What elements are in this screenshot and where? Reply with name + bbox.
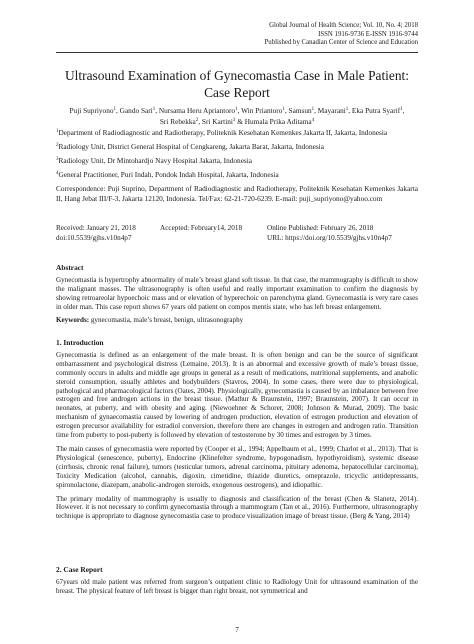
abstract-section: [56, 264, 418, 324]
introduction-paragraph-1: Gynecomastia is defined as an enlargement of the male breast. It is often benign and can be the source of significant embarrassment and psychological distress (Lemaine, 2013). It is an abnormal and excessive growth of male’s breast tissue, commonly occurs in adults and middle age groups in general as a result of medications, nutritional supplements, and anabolic steroid consumption, usually athletes and bodybuilders (Stavros, 2004). In some cases, there were due to physiological, pathological and pharmacological factors (Oates, 2004). Physiologically, gynecomastia is caused by an imbalance between free estrogen and free androgen actions in the breast tissue. (Mathur & Braunstein, 1997; Braunstein, 2007). It can occur in neonates, at puberty, and with obesity and aging. (Niewoehner & Schorer, 2008; Johnson & Murad, 2009). The basic mechanism of gynaecomastia caused by lowering of androgen production, elevation of estrogen production and elevation of estrogen precursor availability for estradiol conversion, therefore there are changes in estrogen and androgen ratio. Transition time from puberty to post-puberty is followed by elevation of testosterone by 30 times and estrogen by 3 times.: [56, 350, 418, 440]
author-name: Sri Kartini: [201, 116, 233, 126]
author-affiliation-marker: 4: [311, 117, 315, 123]
affiliation-marker: 1: [56, 129, 59, 134]
author-name: Humala Prika Aditama: [244, 116, 312, 126]
affiliation-text: Department of Radiodiagnostic and Radiotherapy, Politeknik Kesehatan Kemenkes Jakarta II, Jakarta, Indonesia: [58, 128, 388, 137]
author-affiliation-marker: 1: [113, 107, 117, 112]
keywords-text: gynecomastia, male’s breast, benign, ultrasonography: [89, 315, 244, 324]
keywords: [56, 316, 418, 325]
journal-issn: ISSN 1916-9736 E-ISSN 1916-9744: [318, 30, 418, 38]
case-report-section: [56, 566, 418, 596]
header-divider: [56, 52, 418, 53]
author-name: Mayarani: [317, 106, 346, 115]
doi: doi:10.5539/gjhs.v10n4p7: [56, 234, 132, 243]
author-affiliation-marker: 1: [400, 107, 403, 112]
journal-citation: Global Journal of Health Science; Vol. 10, No. 4; 2018: [269, 22, 418, 29]
author-affiliation-marker: 1: [345, 107, 349, 112]
affiliation-marker: 2: [56, 143, 59, 148]
author-affiliation-marker: 1: [235, 107, 238, 112]
journal-publisher: Published by Canadian Center of Science and Education: [264, 39, 418, 47]
article-dates: [56, 223, 418, 244]
author-list: Puji Supriyono$^1$, Gando Sari$^1$, Nursama Heru Apriantoro$^1$, Win Priantoro$^1$, Samsun$^1$, Mayarani$^1$, Eka Putra Syarif$^1$, Sri Rebekka$^2$, Sri Kartini$^3$ & Humala Prika Aditama$^4$: [69, 106, 405, 126]
author-affiliation-marker: 3: [232, 117, 236, 123]
journal-header: [265, 22, 418, 48]
published-date: Online Published: February 26, 2018: [267, 224, 374, 232]
author-affiliation-marker: 2: [195, 117, 199, 123]
author-affiliation-marker: 1: [311, 107, 315, 112]
abstract-heading: Abstract: [56, 263, 84, 272]
affiliation-2: [56, 142, 418, 152]
affiliation-marker: 3: [56, 157, 59, 162]
accepted-date: Accepted: February14, 2018: [160, 224, 243, 232]
keywords-label: Keywords:: [56, 315, 90, 324]
author-name: Gando Sari: [119, 106, 153, 115]
introduction-paragraph-2: The main causes of gynecomastia were reported by (Cooper et al., 1994; Appelbaum et al., 1999; Charlot et al., 2013). That is Physiological (senescence, puberty), Endocrine (Klinefelter syndrome, hypogonadism, hypothyroidism), systemic disease (cirrhosis, chronic renal failure), tumors (testicular tumors, adrenal carcinoma, pituitary adenoma, hepatocellular carcinoma), Toxicity Medication (alcohol, cannabis, digoxin, cimetidine, thiazide diuretics, omeprazole, tricyclic antidepressants, spironolactone, diazepam, anabolic-androgen steroids, exogenous oestrogens), and idiopathic.: [56, 444, 418, 489]
affiliation-3: [56, 156, 418, 166]
author-name: Eka Putra Syarif: [351, 106, 401, 115]
case-report-paragraph: 67years old male patient was referred from surgeon’s outpatient clinic to Radiology Unit for ultrasound examination of the breast. The physical feature of left breast is bigger than right breast, not symmetrical and: [56, 577, 418, 595]
article-title: Ultrasound Examination of Gynecomastia Case in Male Patient: Case Report: [65, 68, 409, 100]
author-affiliation-marker: 1: [152, 107, 156, 112]
author-name: Sri Rebekka: [159, 116, 196, 126]
affiliation-text: General Practitioner, Puri Indah, Pondok Indah Hospital, Jakarta, Indonesia: [58, 170, 279, 179]
author-name: Puji Supriyono: [69, 106, 114, 115]
correspondence: Correspondence: Puji Suprino, Department of Radiodiagnostic and Radiotherapy, Politeknik Kesehatan Kemenkes Jakarta II, Hang Jebat III/F-3, Jakarta 12120, Indonesia. Tel/Fax: 62-21-720-6239. E-mail: puji_supriyono@yahoo.com: [56, 184, 418, 203]
affiliation-text: Radiology Unit, District General Hospital of Cengkareng, Jakarta Barat, Jakarta, Indonesia: [58, 142, 324, 151]
author-name: Win Priantoro: [241, 106, 283, 115]
affiliation-marker: 4: [56, 171, 59, 176]
author-name: Samsun: [288, 106, 312, 115]
abstract-text: Gynecomastia is hypertrophy abnormality of male’s breast gland soft tissue. In that case, the mammography is difficult to show the malignant masses. The ultrasonography is often useful and really important examination to confirm the diagnosis by showing retroareolar hypoechoic mass and or elevation of hyperechoic on parenchyma gland. Gynecomastia is very rare cases in older man. This case report shows 67 years old patient on compos mentis state, who has left breast enlargement.: [56, 275, 418, 311]
introduction-section: [56, 339, 418, 521]
affiliation-text: Radiology Unit, Dr Mintohardjo Navy Hospital Jakarta, Indonesia: [58, 156, 253, 165]
affiliation-1: [56, 128, 418, 138]
author-name: Nursama Heru Apriantoro: [158, 106, 236, 115]
introduction-paragraph-3: The primary modality of mammography is usually to diagnosis and classification of the breast (Chen & Slanetz, 2014). However. it is not necessary to confirm gynecomastia through a mammogram (Tan et al., 2016). Furthermore, ultrasonography technique is appropriate to diagnose gynecomastia case to produce visualization image of breast tissue. (Berg & Yang, 2014): [56, 494, 418, 521]
case-report-heading: 2. Case Report: [56, 565, 103, 574]
received-date: Received: January 21, 2018: [56, 224, 136, 232]
doi-url[interactable]: URL: https://doi.org/10.5539/gjhs.v10n4p7: [267, 234, 392, 243]
author-affiliation-marker: 1: [282, 107, 285, 112]
affiliation-4: [56, 170, 418, 180]
page-number: 7: [235, 626, 239, 634]
introduction-heading: 1. Introduction: [56, 338, 104, 347]
